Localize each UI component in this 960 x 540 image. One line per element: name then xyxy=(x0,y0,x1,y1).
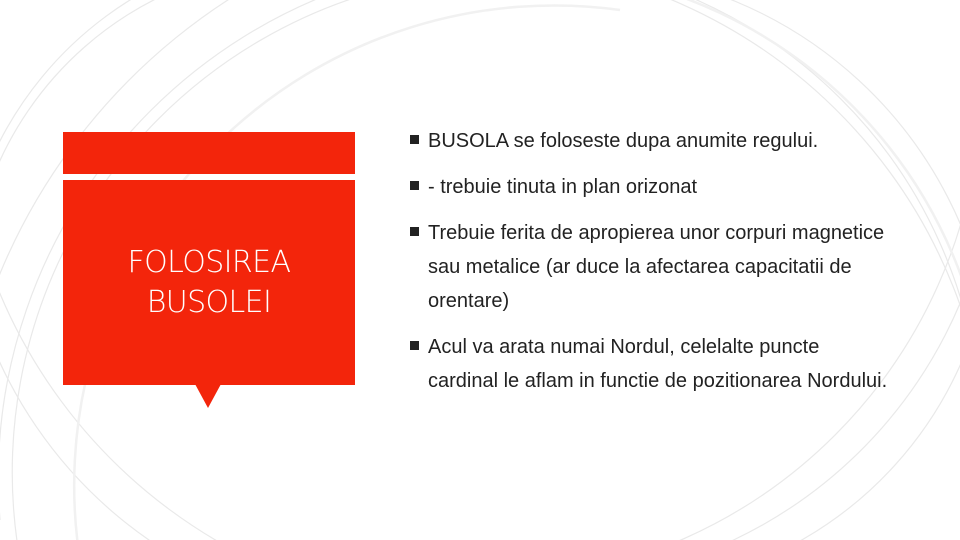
square-bullet-icon xyxy=(410,341,419,350)
square-bullet-icon xyxy=(410,135,419,144)
accent-bar xyxy=(63,132,355,174)
bullet-text: BUSOLA se foloseste dupa anumite regului. xyxy=(428,130,819,152)
bullet-text: Trebuie ferita de apropierea unor corpuri magnetice sau metalice (ar duce la afectarea capacitatii de orentare) xyxy=(428,222,885,312)
square-bullet-icon xyxy=(410,227,419,236)
bullet-list xyxy=(410,124,890,410)
bullet-item xyxy=(410,124,890,158)
title-card xyxy=(63,180,355,385)
square-bullet-icon xyxy=(410,181,419,190)
bullet-item xyxy=(410,170,890,204)
bullet-text: Acul va arata numai Nordul, celelalte puncte cardinal le aflam in functie de pozitionarea Nordului. xyxy=(428,336,888,392)
bullet-item xyxy=(410,216,890,318)
slide-title: FOLOSIREA BUSOLEI xyxy=(127,244,291,320)
title-card-pointer xyxy=(195,384,221,408)
bullet-text: - trebuie tinuta in plan orizonat xyxy=(428,176,698,198)
bullet-item xyxy=(410,330,890,398)
